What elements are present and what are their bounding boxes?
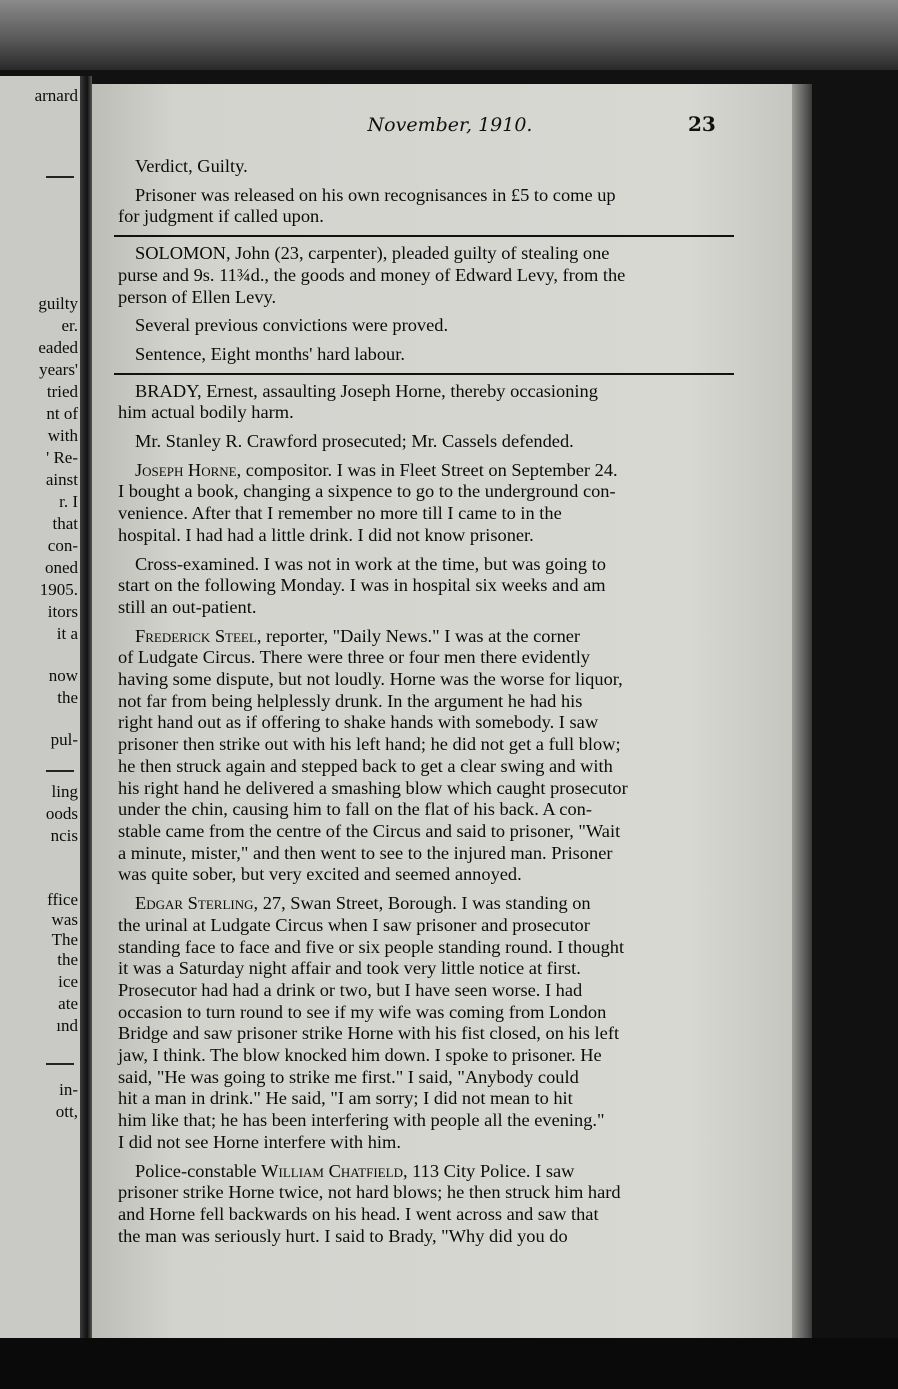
facing-page-text-line: pul- xyxy=(50,730,78,749)
facing-page-text-line: tried xyxy=(46,382,78,401)
witness-name: William Chatfield xyxy=(261,1160,403,1181)
verdict-paragraph: Verdict, Guilty. xyxy=(135,156,248,176)
testimony-text: , reporter, "Daily News." I was at the corner of Ludgate Circus. There were three or four men there evidently having some dispute, but not loudly. Horne was the worse for liquor, not far from being helplessly drunk. In the argument he had his right hand out as if offering to shake hands with somebody. I saw prisoner then strike out with his left hand; he did not get a full blow; he then struck again and stepped back to get a clear swing and with his right hand he delivered a smashing blow which caught prosecutor under the chin, causing him to fall on the flat of his back. A con- stable came from the centre of the Circus and said to prisoner, "Wait a minute, mister," and then went to see to the injured man. Prisoner was quite sober, but very excited and seemed annoyed. xyxy=(118,625,628,885)
facing-page-text-line: the xyxy=(57,688,78,707)
facing-page-text-line: that xyxy=(52,514,78,533)
case-intro-solomon: SOLOMON, John (23, carpenter), pleaded guilty of stealing one purse and 9s. 11¾d., the goods and money of Edward Levy, from the person of Ellen Levy. xyxy=(118,243,626,307)
facing-page-text-line: 1905. xyxy=(39,580,78,599)
witness-testimony xyxy=(118,626,732,886)
facing-page-text-line: nt of xyxy=(46,404,78,423)
facing-page-text-line: guilty xyxy=(38,294,78,313)
facing-page-text-line: oned xyxy=(44,558,78,577)
witness-name: Frederick Steel xyxy=(135,625,257,646)
witness-name: Edgar Sterling xyxy=(135,893,254,914)
facing-page-text-line: arnard xyxy=(34,86,78,105)
page-text xyxy=(118,156,732,1254)
testimony-text: , compositor. I was in Fleet Street on September 24. I bought a book, changing a sixpence to go to the underground con- venience. After that I remember no more till I came to in the hospital. I had had a little drink. I did not know prisoner. xyxy=(118,459,618,545)
facing-page-text-line: ' Re- xyxy=(46,448,78,467)
testimony-text: , 27, Swan Street, Borough. I was standing on the urinal at Ludgate Circus when I saw prisoner and prosecutor standing face to face and five or six people standing round. I thought it was a Saturday night affair and took very little notice at first. Prosecutor had had a drink or two, but I have seen worse. I had occasion to turn round to see if my wife was coming from London Bridge and saw prisoner strike Horne with his fist closed, on his left jaw, I think. The blow knocked him down. I spoke to prisoner. He said, "He was going to strike me first." I said, "Anybody could hit a man in drink." He said, "I am sorry; I did not mean to hit him like that; he has been interfering with people all the evening." I did not see Horne interfere with him. xyxy=(118,893,625,1152)
witness-title: Police-constable xyxy=(135,1160,262,1181)
scan-top-border xyxy=(0,0,898,70)
facing-page-text-line: with xyxy=(47,426,78,445)
sentence-paragraph: Prisoner was released on his own recognisances in £5 to come up for judgment if called upon. xyxy=(118,184,616,227)
facing-page-text-line: ncis xyxy=(50,826,78,845)
book-page xyxy=(92,84,792,1338)
cross-examination-paragraph: Cross-examined. I was not in work at the time, but was going to start on the following Monday. I was in hospital six weeks and am still an out-patient. xyxy=(118,553,606,617)
facing-page-text-line: in- xyxy=(59,1080,78,1099)
scan-bottom-border xyxy=(0,1338,898,1389)
facing-page-rule xyxy=(46,176,74,178)
facing-page-text-line: it a xyxy=(56,624,78,643)
facing-page-rule xyxy=(46,1063,74,1065)
facing-page-text-line: ling xyxy=(51,782,78,801)
book-gutter xyxy=(80,76,92,1338)
facing-page-text-line: now xyxy=(48,666,78,685)
convictions-paragraph: Several previous convictions were proved. xyxy=(135,315,449,336)
facing-page-rule xyxy=(46,770,74,772)
witness-testimony xyxy=(118,893,732,1153)
facing-page-text-line: the xyxy=(57,950,78,969)
case-intro-brady: BRADY, Ernest, assaulting Joseph Horne, thereby occasioning him actual bodily harm. xyxy=(118,380,598,423)
page-number: 23 xyxy=(688,112,716,136)
witness-name: Joseph Horne xyxy=(135,459,237,480)
facing-page-text-line: ınd xyxy=(56,1016,78,1035)
sentence-paragraph-solomon: Sentence, Eight months' hard labour. xyxy=(135,343,405,364)
case-divider xyxy=(114,235,734,237)
counsel-paragraph: Mr. Stanley R. Crawford prosecuted; Mr. Cassels defended. xyxy=(135,431,574,452)
facing-page-text-line: oods xyxy=(45,804,78,823)
running-header-date: November, 1910. xyxy=(367,114,533,136)
facing-page-text-line: ott, xyxy=(55,1102,78,1121)
facing-page-text-line: r. I xyxy=(59,492,78,511)
facing-page-text-line: ice xyxy=(58,972,78,991)
witness-testimony xyxy=(118,460,732,547)
facing-page-text-line: years' xyxy=(39,360,78,379)
facing-page-text-line: er. xyxy=(61,316,78,335)
facing-page-text-line: was xyxy=(51,910,78,929)
facing-page-text-line: The xyxy=(51,930,78,949)
facing-page-text-line: eaded xyxy=(38,338,78,357)
facing-page-fragment xyxy=(0,76,80,1338)
testimony-text: , 113 City Police. I saw prisoner strike Horne twice, not hard blows; he then struck him hard and Horne fell backwards on his head. I went across and saw that the man was seriously hurt. I said to Brady, "Why did you do xyxy=(118,1160,621,1246)
facing-page-text-line: ffice xyxy=(47,890,78,909)
facing-page-text-line: ainst xyxy=(45,470,78,489)
witness-testimony xyxy=(118,1161,732,1248)
page-edge-shadow xyxy=(792,84,812,1338)
case-divider xyxy=(114,373,734,375)
facing-page-text-line: con- xyxy=(47,536,78,555)
facing-page-text-line: ate xyxy=(58,994,78,1013)
facing-page-text-line: itors xyxy=(47,602,78,621)
